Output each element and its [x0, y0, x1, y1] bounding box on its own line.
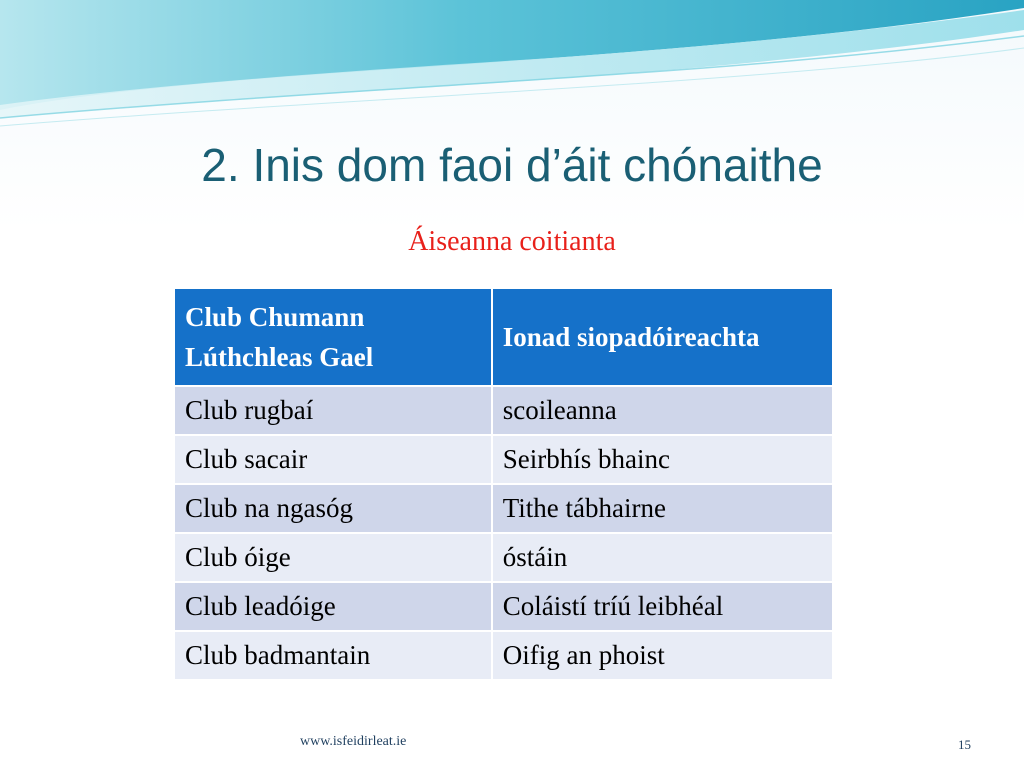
table-row [174, 484, 833, 533]
table-cell: Club na ngasóg [174, 484, 492, 533]
table-row [174, 435, 833, 484]
table-row [174, 631, 833, 680]
table-cell: Club sacair [174, 435, 492, 484]
facilities-table [173, 287, 834, 681]
table-cell: Club óige [174, 533, 492, 582]
page-number: 15 [958, 737, 971, 752]
table-cell: Coláistí tríú leibhéal [492, 582, 833, 631]
table-cell: Oifig an phoist [492, 631, 833, 680]
slide-subtitle: Áiseanna coitianta [408, 226, 616, 257]
footer-url: www.isfeidirleat.ie [300, 734, 407, 749]
table-cell: Club leadóige [174, 582, 492, 631]
table-cell: óstáin [492, 533, 833, 582]
table-row [174, 386, 833, 435]
table-row [174, 533, 833, 582]
table-header-cell: Club Chumann Lúthchleas Gael [174, 288, 492, 386]
table-cell: Seirbhís bhainc [492, 435, 833, 484]
slide-title: 2. Inis dom faoi d’áit chónaithe [201, 139, 823, 191]
table-row [174, 582, 833, 631]
table-cell: Club rugbaí [174, 386, 492, 435]
table-cell: Club badmantain [174, 631, 492, 680]
table-cell: Tithe tábhairne [492, 484, 833, 533]
table-cell: scoileanna [492, 386, 833, 435]
table-header-row [174, 288, 833, 386]
decorative-wave-header [0, 0, 1024, 140]
table-header-cell: Ionad siopadóireachta [492, 288, 833, 386]
